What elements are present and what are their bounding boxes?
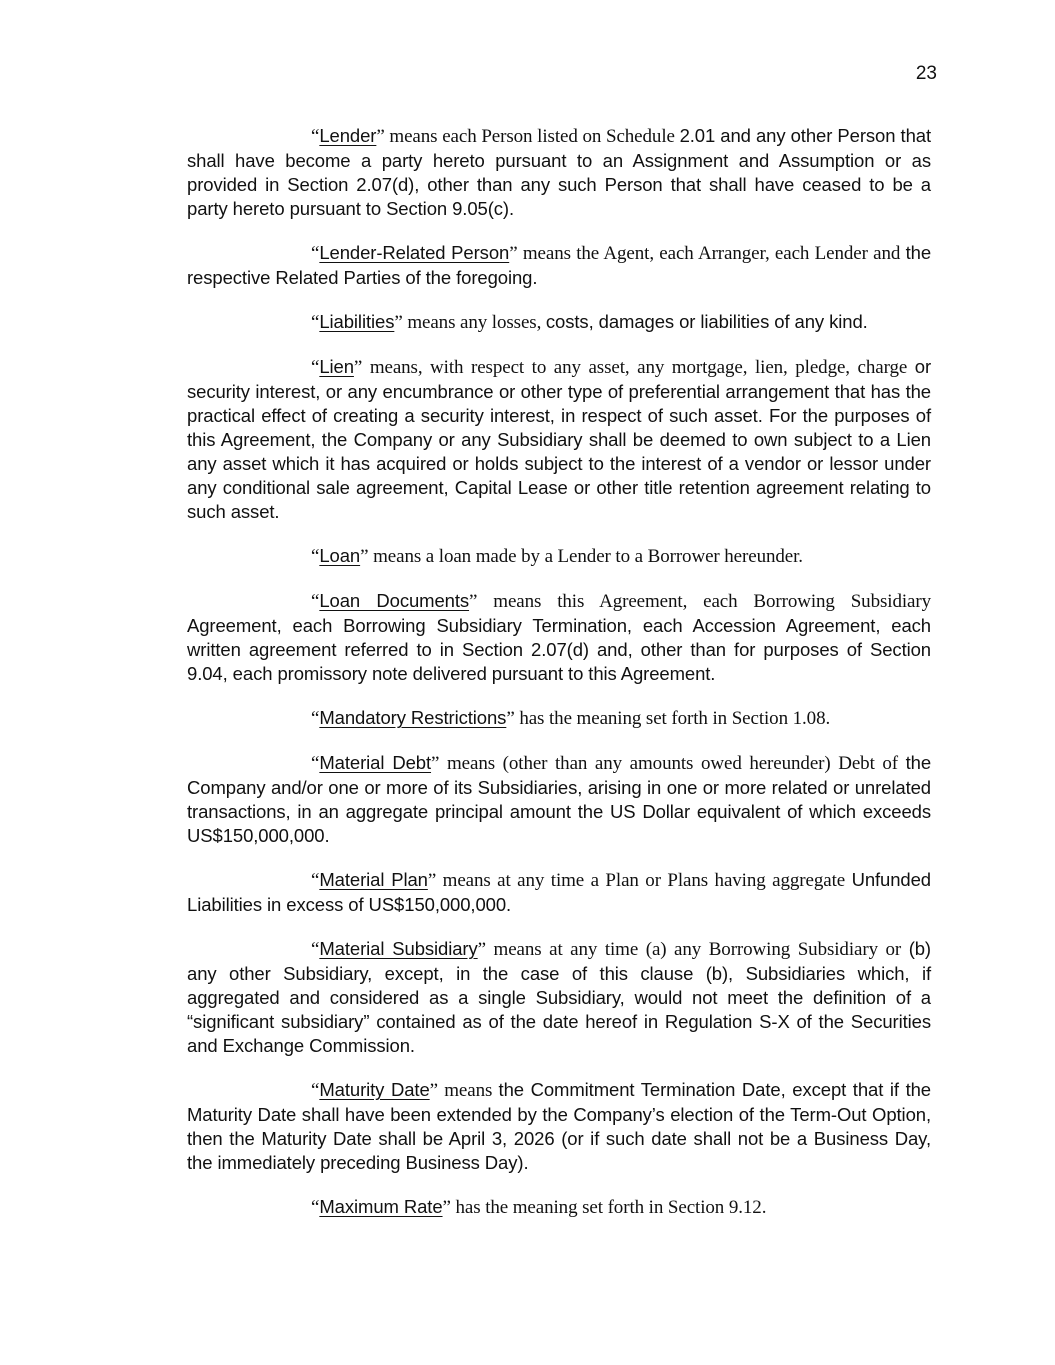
definition-material-debt: “Material Debt” means (other than any amounts owed hereunder) Debt of the Company and/or one or more of its Subsidiaries, arising in one or more related or unrelated transactions, in an aggregate principal amount the US Dollar equivalent of which exceeds US$150,000,000. <box>187 752 932 846</box>
definition-text: the respective Related Parties of the foregoing. <box>187 242 932 288</box>
defined-term: Lender <box>319 125 377 146</box>
definition-lead: means this Agreement, each Borrowing Subsidiary <box>493 591 931 612</box>
page-number: 23 <box>915 63 937 84</box>
defined-term: Mandatory Restrictions <box>319 707 507 728</box>
definition-lead: means the Agent, each Arranger, each Lender and <box>522 243 906 264</box>
definition-lender-related-person: “Lender-Related Person” means the Agent, each Arranger, each Lender and the respective Related Parties of the foregoing. <box>187 242 932 288</box>
definition-text: the Company and/or one or more of its Subsidiaries, arising in one or more related or unrelated transactions, in an aggregate principal amount the US Dollar equivalent of which exceeds US$150,000,000. <box>187 752 932 846</box>
definition-lead: means (other than any amounts owed hereunder) Debt of <box>446 753 906 774</box>
document-body <box>187 124 931 1240</box>
definition-lead: means at any time (a) any Borrowing Subsidiary or <box>493 939 909 960</box>
definition-lead: means each Person listed on Schedule <box>389 126 680 147</box>
defined-term: Material Subsidiary <box>319 938 478 959</box>
defined-term: Loan <box>319 545 361 566</box>
definition-lien: “Lien” means, with respect to any asset, any mortgage, lien, pledge, charge or security interest, or any encumbrance or other type of preferential arrangement that has the practical effect of creating a security interest, in respect of such asset. For the purposes of this Agreement, the Company or any Subsidiary shall be deemed to own subject to a Lien any asset which it has acquired or holds subject to the interest of a vendor or lessor under any conditional sale agreement, Capital Lease or other title retention agreement relating to such asset. <box>187 356 931 522</box>
defined-term: Lender-Related Person <box>319 242 510 263</box>
definition-text: Unfunded Liabilities in excess of US$150,000,000. <box>187 869 931 915</box>
definition-text: costs, damages or liabilities of any kind. <box>545 311 868 332</box>
definition-loan: “Loan” means a loan made by a Lender to a Borrower hereunder. <box>311 545 803 567</box>
definition-text: or security interest, or any encumbrance or other type of preferential arrangement that has the practical effect of creating a security interest, in respect of such asset. For the purposes of this Agreement, the Company or any Subsidiary shall be deemed to own subject to a Lien any asset which it has acquired or holds subject to the interest of a vendor or lessor under any conditional sale agreement, Capital Lease or other title retention agreement relating to such asset. <box>187 356 931 522</box>
definition-lead: means a loan made by a Lender to a Borrower hereunder. <box>373 546 803 567</box>
defined-term: Lien <box>319 356 354 377</box>
definition-material-subsidiary: “Material Subsidiary” means at any time (a) any Borrowing Subsidiary or (b) any other Subsidiary, except, in the case of this clause (b), Subsidiaries which, if aggregated and considered as a single Subsidiary, would not meet the definition of a “significant subsidiary” contained as of the date hereof in Regulation S-X of the Securities and Exchange Commission. <box>187 938 931 1056</box>
defined-term: Material Plan <box>319 869 428 890</box>
definition-material-plan: “Material Plan” means at any time a Plan or Plans having aggregate Unfunded Liabilities in excess of US$150,000,000. <box>187 869 931 915</box>
defined-term: Maturity Date <box>319 1079 430 1100</box>
definition-lead: means at any time a Plan or Plans having aggregate <box>442 870 852 891</box>
defined-term: Material Debt <box>319 752 432 773</box>
defined-term: Liabilities <box>319 311 395 332</box>
definition-text: (b) any other Subsidiary, except, in the case of this clause (b), Subsidiaries which, if aggregated and considered as a single Subsidiary, would not meet the definition of a “significant subsidiary” contained as of the date hereof in Regulation S-X of the Securities and Exchange Commission. <box>187 938 931 1056</box>
definition-text: Agreement, each Borrowing Subsidiary Termination, each Accession Agreement, each written agreement referred to in Section 2.07(d) and, other than for purposes of Section 9.04, each promissory note delivered pursuant to this Agreement. <box>187 615 931 684</box>
definition-maturity-date: “Maturity Date” means the Commitment Termination Date, except that if the Maturity Date shall have been extended by the Company’s election of the Term-Out Option, then the Maturity Date shall be April 3, 2026 (or if such date shall not be a Business Day, the immediately preceding Business Day). <box>187 1079 931 1173</box>
definition-lender: “Lender” means each Person listed on Schedule 2.01 and any other Person that shall have become a party hereto pursuant to an Assignment and Assumption or as provided in Section 2.07(d), other than any such Person that shall have ceased to be a party hereto pursuant to Section 9.05(c). <box>187 125 931 219</box>
defined-term: Loan Documents <box>319 590 470 611</box>
definition-lead: means <box>444 1080 499 1101</box>
definition-text: 2.01 and any other Person that shall have become a party hereto pursuant to an Assignment and Assumption or as provided in Section 2.07(d), other than any such Person that shall have ceased to be a party hereto pursuant to Section 9.05(c). <box>187 125 931 219</box>
defined-term: Maximum Rate <box>319 1196 443 1217</box>
definition-lead: has the meaning set forth in Section 1.08. <box>519 708 831 729</box>
definition-text: the Commitment Termination Date, except that if the Maturity Date shall have been extended by the Company’s election of the Term-Out Option, then the Maturity Date shall be April 3, 2026 (or if such date shall not be a Business Day, the immediately preceding Business Day). <box>187 1079 931 1173</box>
definition-lead: means, with respect to any asset, any mortgage, lien, pledge, charge <box>369 357 915 378</box>
definition-liabilities: “Liabilities” means any losses, costs, damages or liabilities of any kind. <box>311 311 868 333</box>
definition-loan-documents: “Loan Documents” means this Agreement, each Borrowing Subsidiary Agreement, each Borrowing Subsidiary Termination, each Accession Agreement, each written agreement referred to in Section 2.07(d) and, other than for purposes of Section 9.04, each promissory note delivered pursuant to this Agreement. <box>187 590 931 684</box>
definition-lead: means any losses, <box>407 312 546 333</box>
definition-lead: has the meaning set forth in Section 9.12. <box>455 1197 767 1218</box>
definition-mandatory-restrictions: “Mandatory Restrictions” has the meaning set forth in Section 1.08. <box>311 707 831 729</box>
definition-maximum-rate: “Maximum Rate” has the meaning set forth in Section 9.12. <box>311 1196 767 1218</box>
